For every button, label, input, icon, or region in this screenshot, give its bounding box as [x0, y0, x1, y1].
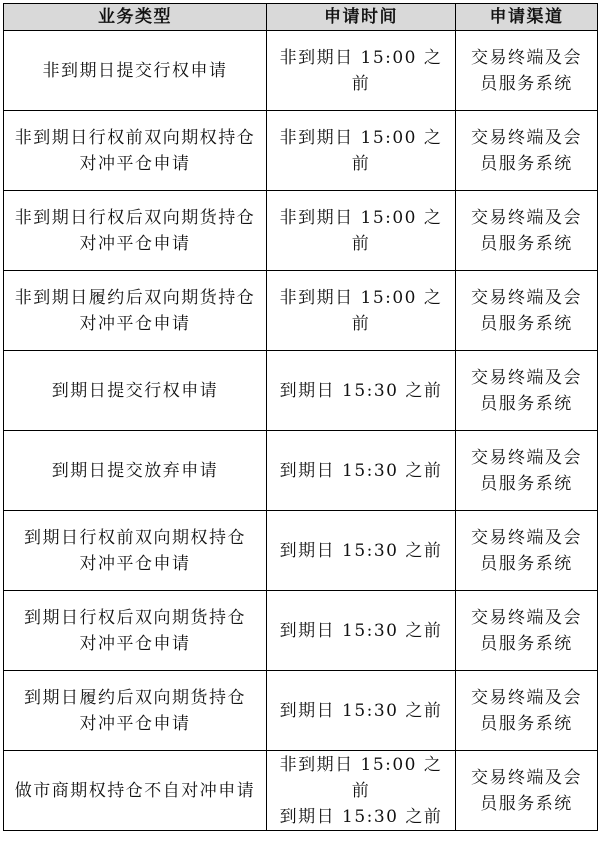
- header-business-type: 业务类型: [4, 4, 267, 31]
- cell-text-line: 交易终端及会员服务系统: [471, 367, 582, 414]
- table-row: [4, 191, 598, 271]
- cell-business-type: [4, 511, 267, 591]
- cell-application-channel: [456, 431, 598, 511]
- cell-application-time: [267, 671, 456, 751]
- cell-text-line: 对冲平仓申请: [79, 713, 191, 734]
- cell-business-type: [4, 351, 267, 431]
- cell-text-line: 交易终端及会员服务系统: [471, 447, 582, 494]
- cell-application-channel: [456, 191, 598, 271]
- table-row: [4, 511, 598, 591]
- cell-text-line: 交易终端及会员服务系统: [471, 287, 582, 334]
- cell-text-line: 非到期日履约后双向期货持仓: [14, 287, 256, 308]
- table-row: [4, 31, 598, 111]
- table-header-row: [4, 4, 598, 31]
- cell-text-line: 到期日 15:30 之前: [279, 460, 443, 481]
- cell-text-line: 非到期日行权前双向期权持仓: [14, 127, 256, 148]
- cell-business-type: [4, 591, 267, 671]
- cell-text-line: 到期日提交行权申请: [51, 380, 219, 401]
- cell-application-time: [267, 111, 456, 191]
- cell-application-channel: [456, 751, 598, 831]
- cell-text-line: 交易终端及会员服务系统: [471, 47, 582, 94]
- cell-text-line: 到期日 15:30 之前: [279, 540, 443, 561]
- cell-text-line: 到期日行权前双向期权持仓: [24, 527, 246, 548]
- cell-text-line: 到期日履约后双向期货持仓: [24, 687, 246, 708]
- cell-application-channel: [456, 31, 598, 111]
- cell-text-line: 非到期日 15:00 之前: [279, 127, 443, 174]
- cell-business-type: [4, 31, 267, 111]
- table-row: [4, 431, 598, 511]
- cell-text-line: 非到期日 15:00 之前: [279, 47, 443, 94]
- cell-text-line: 到期日 15:30 之前: [279, 700, 443, 721]
- cell-application-channel: [456, 511, 598, 591]
- cell-business-type: [4, 271, 267, 351]
- table-row: [4, 751, 598, 831]
- cell-text-line: 对冲平仓申请: [79, 633, 191, 654]
- cell-application-time: [267, 271, 456, 351]
- cell-text-line: 非到期日行权后双向期货持仓: [14, 207, 256, 228]
- cell-application-time: [267, 31, 456, 111]
- cell-text-line: 交易终端及会员服务系统: [471, 207, 582, 254]
- cell-application-channel: [456, 271, 598, 351]
- cell-text-line: 非到期日 15:00 之前: [279, 207, 443, 254]
- cell-text-line: 到期日 15:30 之前: [279, 620, 443, 641]
- cell-text-line: 交易终端及会员服务系统: [471, 767, 582, 814]
- cell-business-type: [4, 111, 267, 191]
- table-row: [4, 111, 598, 191]
- cell-application-time: [267, 591, 456, 671]
- cell-application-time: [267, 511, 456, 591]
- cell-business-type: [4, 191, 267, 271]
- cell-business-type: [4, 431, 267, 511]
- cell-text-line: 非到期日 15:00 之前: [279, 287, 443, 334]
- cell-business-type: [4, 751, 267, 831]
- cell-application-channel: [456, 591, 598, 671]
- cell-text-line: 非到期日 15:00 之前: [279, 754, 443, 801]
- application-table: [3, 3, 598, 831]
- cell-text-line: 对冲平仓申请: [79, 233, 191, 254]
- cell-text-line: 到期日 15:30 之前: [279, 806, 443, 827]
- cell-text-line: 到期日行权后双向期货持仓: [24, 607, 246, 628]
- cell-text-line: 做市商期权持仓不自对冲申请: [14, 780, 256, 801]
- header-application-channel: 申请渠道: [456, 4, 598, 31]
- cell-text-line: 对冲平仓申请: [79, 553, 191, 574]
- cell-text-line: 对冲平仓申请: [79, 153, 191, 174]
- cell-application-channel: [456, 111, 598, 191]
- table-row: [4, 271, 598, 351]
- cell-text-line: 到期日 15:30 之前: [279, 380, 443, 401]
- cell-text-line: 到期日提交放弃申请: [51, 460, 219, 481]
- cell-text-line: 非到期日提交行权申请: [42, 60, 228, 81]
- cell-application-time: [267, 351, 456, 431]
- cell-application-time: [267, 431, 456, 511]
- cell-business-type: [4, 671, 267, 751]
- cell-text-line: 交易终端及会员服务系统: [471, 687, 582, 734]
- cell-application-time: [267, 751, 456, 831]
- cell-application-time: [267, 191, 456, 271]
- table-row: [4, 591, 598, 671]
- table-row: [4, 671, 598, 751]
- cell-text-line: 交易终端及会员服务系统: [471, 127, 582, 174]
- cell-text-line: 对冲平仓申请: [79, 313, 191, 334]
- cell-text-line: 交易终端及会员服务系统: [471, 607, 582, 654]
- cell-application-channel: [456, 671, 598, 751]
- cell-application-channel: [456, 351, 598, 431]
- table-row: [4, 351, 598, 431]
- header-application-time: 申请时间: [267, 4, 456, 31]
- cell-text-line: 交易终端及会员服务系统: [471, 527, 582, 574]
